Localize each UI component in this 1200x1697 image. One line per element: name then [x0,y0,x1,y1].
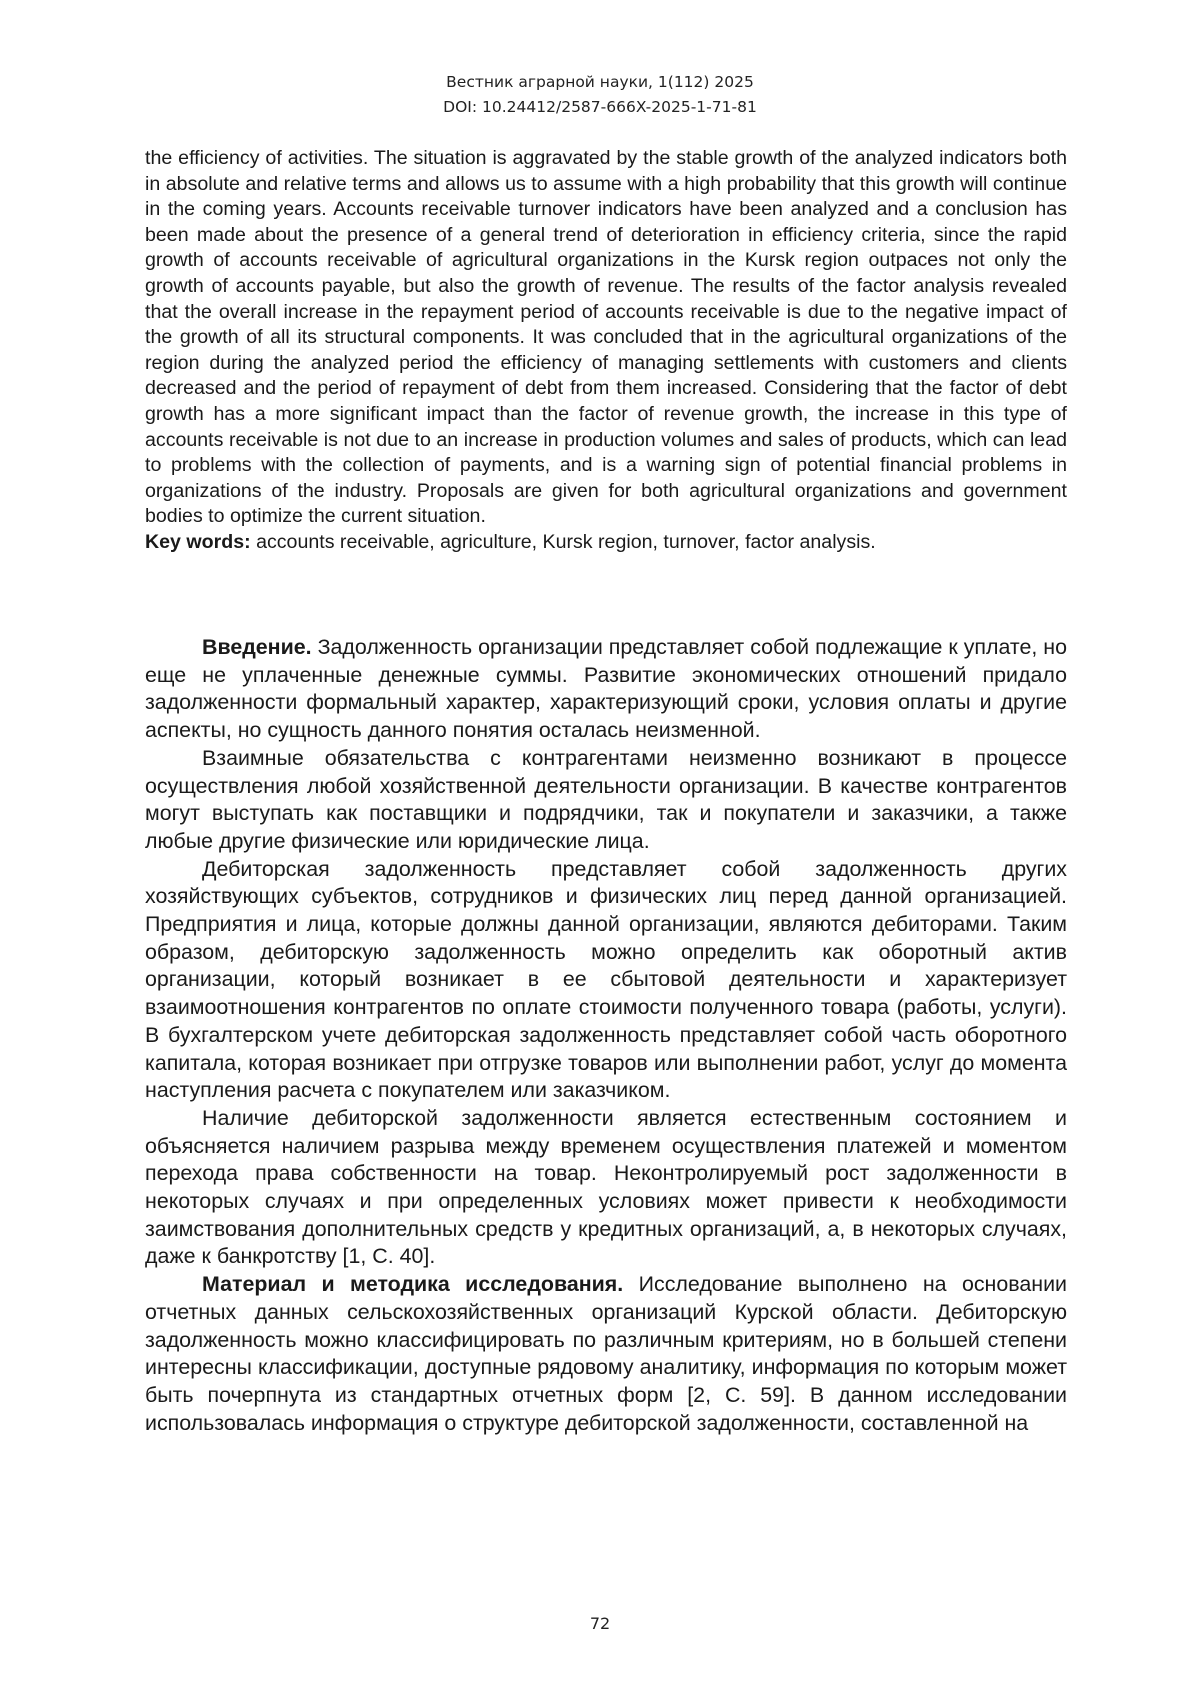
paragraph-receivables-presence: Наличие дебиторской задолженности является естественным состоянием и объясняется наличием разрыва между временем осуществления платежей и моментом перехода права собственности на товар. Неконтролируемый рост задолженности в некоторых случаях и при определенных условиях может привести к необходимости заимствования дополнительных средств у кредитных организаций, а, в некоторых случаях, даже к банкротству [1, С. 40]. [145,1105,1067,1269]
abstract-text: the efficiency of activities. The situation is aggravated by the stable growth of the analyzed indicators both in absolute and relative terms and allows us to assume with a high probability that this growth will continue in the coming years. Accounts receivable turnover indicators have been analyzed and a conclusion has been made about the presence of a general trend of deterioration in efficiency criteria, since the rapid growth of accounts receivable of agricultural organizations in the Kursk region outpaces not only the growth of accounts payable, but also the growth of revenue. The results of the factor analysis revealed that the overall increase in the repayment period of accounts receivable is due to the negative impact of the growth of all its structural components. It was concluded that in the agricultural organizations of the region during the analyzed period the efficiency of managing settlements with customers and clients decreased and the period of repayment of debt from them increased. Considering that the factor of debt growth has a more significant impact than the factor of revenue growth, the increase in this type of accounts receivable is not due to an increase in production volumes and sales of products, which can lead to problems with the collection of payments, and is a warning sign of potential financial problems in organizations of the industry. Proposals are given for both agricultural organizations and government bodies to optimize the current situation. [145,147,1067,528]
journal-title: Вестник аграрной науки, 1(112) 2025 [446,73,754,91]
doi-line: DOI: 10.24412/2587-666X-2025-1-71-81 [443,98,757,116]
materials-methods-text: Исследование выполнено на основании отчетных данных сельскохозяйственных организаций Курской области. Дебиторскую задолженность можно классифицировать по различным критериям, но в большей степени интересны классификации, доступные рядовому аналитику, информация по которым может быть почерпнута из стандартных отчетных форм [2, С. 59]. В данном исследовании использовалась информация о структуре дебиторской задолженности, составленной на [145,1272,1067,1435]
paragraph-mutual-obligations: Взаимные обязательства с контрагентами неизменно возникают в процессе осуществления любой хозяйственной деятельности организации. В качестве контрагентов могут выступать как поставщики и подрядчики, так и покупатели и заказчики, а также любые другие физические или юридические лица. [145,745,1067,853]
materials-methods-heading: Материал и методика исследования. [202,1272,624,1297]
keywords-line [145,530,1067,556]
keywords-label: Key words: [145,530,251,553]
introduction-heading: Введение. [202,635,312,659]
paragraph-materials-methods [145,1271,1067,1437]
introduction-text: Задолженность организации представляет собой подлежащие к уплате, но еще не уплаченные денежные суммы. Развитие экономических отношений придало задолженности формальный характер, характеризующий сроки, условия оплаты и другие аспекты, но сущность данного понятия осталась неизменной. [145,635,1067,743]
article-body [145,634,1067,1437]
abstract-section [145,146,1067,556]
keywords-list: accounts receivable, agriculture, Kursk region, turnover, factor analysis. [250,530,876,553]
running-header [0,70,1200,120]
page-number: 72 [589,1614,611,1633]
paragraph-receivables-definition: Дебиторская задолженность представляет собой задолженность других хозяйствующих субъектов, сотрудников и физических лиц перед данной организацией. Предприятия и лица, которые должны данной организации, являются дебиторами. Таким образом, дебиторскую задолженность можно определить как оборотный актив организации, который возникает в ее сбытовой деятельности и характеризует взаимоотношения контрагентов по оплате стоимости полученного товара (работы, услуги). В бухгалтерском учете дебиторская задолженность представляет собой часть оборотного капитала, которая возникает при отгрузке товаров или выполнении работ, услуг до момента наступления расчета с покупателем или заказчиком. [145,856,1067,1103]
paragraph-introduction [145,634,1067,745]
